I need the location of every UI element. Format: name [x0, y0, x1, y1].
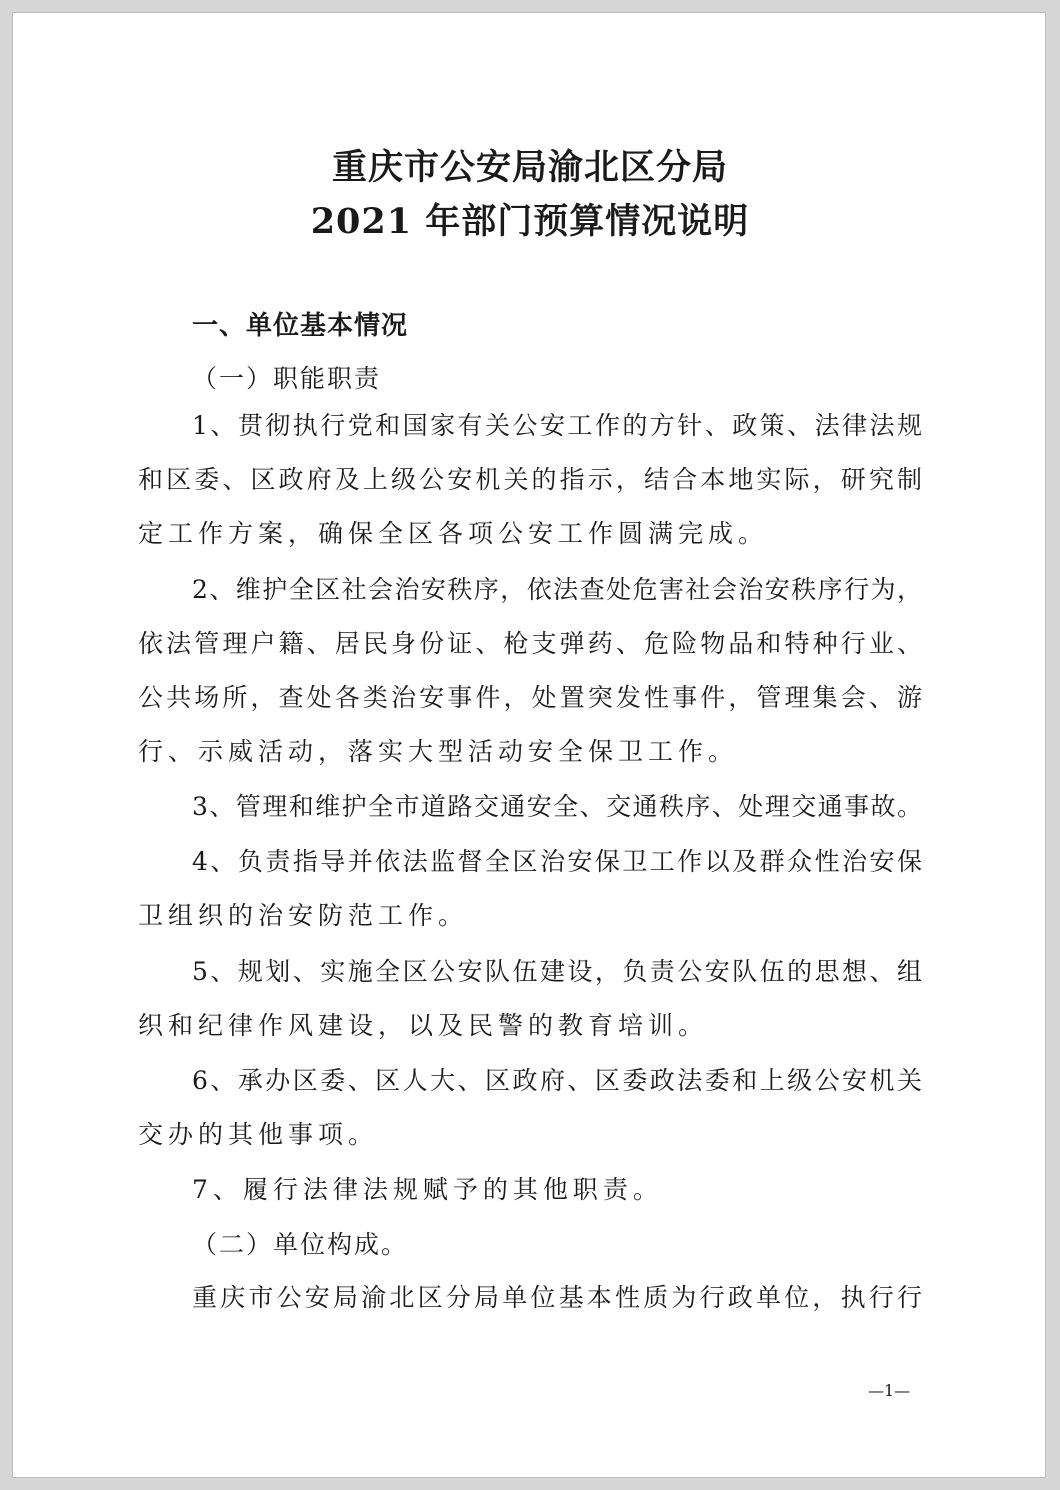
- subsection-heading: （一）职能职责: [192, 364, 382, 393]
- paragraph-line: 交办的其他事项。: [138, 1120, 379, 1149]
- paragraph-line: 和区委、区政府及上级公安机关的指示，结合本地实际，研究制: [138, 465, 922, 494]
- page-number: —1—: [868, 1381, 911, 1400]
- paragraph-line: 2、维护全区社会治安秩序，依法查处危害社会治安秩序行为，: [192, 575, 922, 604]
- section-heading: 一、单位基本情况: [192, 311, 409, 341]
- paragraph-line: 6、承办区委、区人大、区政府、区委政法委和上级公安机关: [192, 1066, 922, 1095]
- subsection-heading: （二）单位构成。: [192, 1230, 409, 1259]
- paragraph-line: 依法管理户籍、居民身份证、枪支弹药、危险物品和特种行业、: [138, 629, 922, 658]
- document-title-line2: 2021 年部门预算情况说明: [310, 201, 750, 242]
- paragraph-line: 1、贯彻执行党和国家有关公安工作的方针、政策、法律法规: [192, 411, 922, 440]
- paragraph-line: 4、负责指导并依法监督全区治安保卫工作以及群众性治安保: [192, 847, 922, 876]
- paragraph-line: 重庆市公安局渝北区分局单位基本性质为行政单位，执行行: [192, 1283, 922, 1312]
- paragraph-line: 定工作方案，确保全区各项公安工作圆满完成。: [138, 519, 769, 548]
- paragraph-line: 行、示威活动，落实大型活动安全保卫工作。: [138, 737, 739, 766]
- paragraph-line: 7、履行法律法规赋予的其他职责。: [192, 1175, 663, 1204]
- paragraph-line: 3、管理和维护全市道路交通安全、交通秩序、处理交通事故。: [192, 792, 922, 821]
- paragraph-line: 织和纪律作风建设，以及民警的教育培训。: [138, 1011, 709, 1040]
- paragraph-line: 5、规划、实施全区公安队伍建设，负责公安队伍的思想、组: [192, 957, 922, 986]
- paragraph-line: 公共场所，查处各类治安事件，处置突发性事件，管理集会、游: [138, 683, 922, 712]
- document-title-line1: 重庆市公安局渝北区分局: [331, 147, 728, 188]
- paragraph-line: 卫组织的治安防范工作。: [138, 901, 469, 930]
